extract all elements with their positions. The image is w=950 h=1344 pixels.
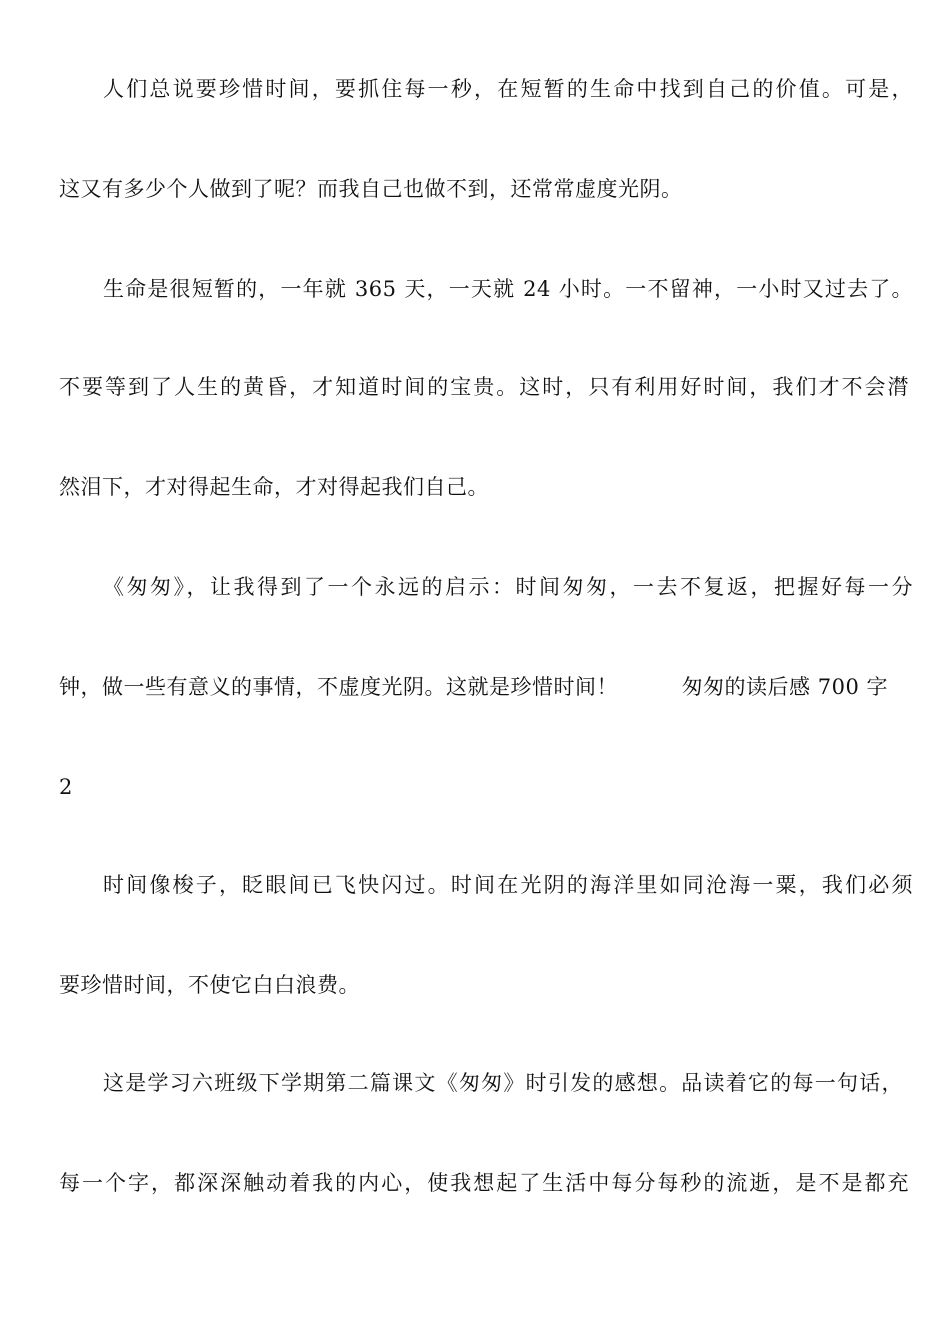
- paragraph-2-line-3: 然泪下，才对得起生命，才对得起我们自己。: [59, 475, 489, 499]
- paragraph-4-line-1: 时间像梭子，眨眼间已飞快闪过。时间在光阴的海洋里如同沧海一粟，我们必须: [103, 873, 913, 897]
- paragraph-2-line-1: 生命是很短暂的，一年就 365 天，一天就 24 小时。一不留神，一小时又过去了。: [103, 277, 913, 301]
- section-title: 匆匆的读后感 700 字: [681, 675, 888, 699]
- paragraph-5-line-2: 每一个字，都深深触动着我的内心，使我想起了生活中每分每秒的流逝，是不是都充: [59, 1171, 909, 1195]
- paragraph-4-line-2: 要珍惜时间，不使它白白浪费。: [59, 973, 360, 997]
- paragraph-1-line-2: 这又有多少个人做到了呢？而我自己也做不到，还常常虚度光阴。: [59, 177, 683, 201]
- paragraph-3-line-2-text: 钟，做一些有意义的事情，不虚度光阴。这就是珍惜时间！: [59, 675, 618, 699]
- paragraph-1-line-1: 人们总说要珍惜时间，要抓住每一秒，在短暂的生命中找到自己的价值。可是，: [103, 77, 913, 101]
- paragraph-5-line-1: 这是学习六班级下学期第二篇课文《匆匆》时引发的感想。品读着它的每一句话，: [103, 1071, 903, 1095]
- paragraph-3-line-1: 《匆匆》，让我得到了一个永远的启示：时间匆匆，一去不复返，把握好每一分: [103, 575, 913, 599]
- paragraph-2-line-2: 不要等到了人生的黄昏，才知道时间的宝贵。这时，只有利用好时间，我们才不会潸: [59, 375, 909, 399]
- section-number: 2: [59, 775, 73, 799]
- paragraph-3-line-2: [59, 672, 909, 702]
